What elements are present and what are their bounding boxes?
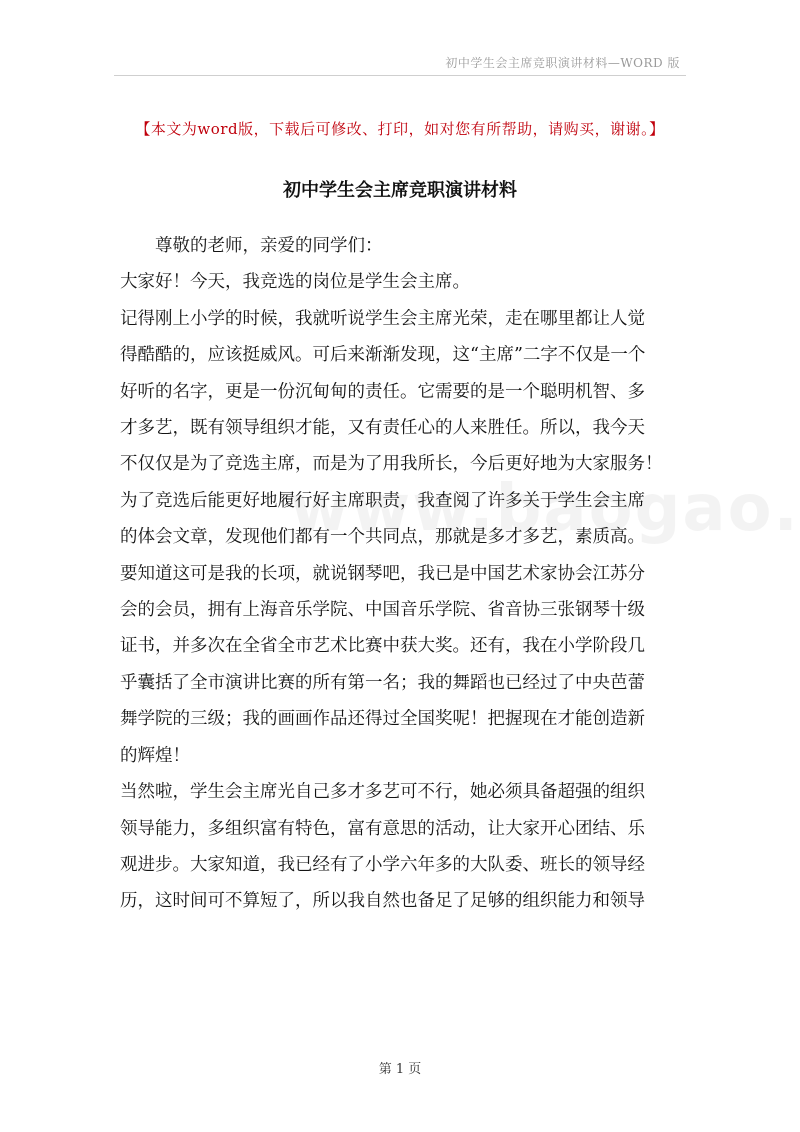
- page-number: 第 1 页: [378, 1062, 422, 1077]
- document-body: [120, 228, 686, 920]
- body-line: 好听的名字，更是一份沉甸甸的责任。它需要的是一个聪明机智、多: [120, 381, 645, 402]
- body-line: 为了竞选后能更好地履行好主席职责，我查阅了许多关于学生会主席: [120, 490, 645, 511]
- purchase-notice: 【本文为word版，下载后可修改、打印，如对您有所帮助，请购买，谢谢。】: [135, 120, 665, 138]
- body-line: 要知道这可是我的长项，就说钢琴吧，我已是中国艺术家协会江苏分: [120, 563, 645, 584]
- body-line: 才多艺，既有领导组织才能，又有责任心的人来胜任。所以，我今天: [120, 418, 645, 439]
- body-line: 记得刚上小学的时候，我就听说学生会主席光荣，走在哪里都让人觉: [120, 308, 645, 329]
- running-header-title: 初中学生会主席竞职演讲材料—WORD 版: [445, 56, 680, 70]
- body-line: 得酷酷的，应该挺威风。可后来渐渐发现，这“主席”二字不仅是一个: [120, 345, 646, 366]
- body-line: 乎囊括了全市演讲比赛的所有第一名；我的舞蹈也已经过了中央芭蕾: [120, 672, 645, 693]
- body-line: 大家好！今天，我竞选的岗位是学生会主席。: [120, 272, 470, 293]
- document-title: 初中学生会主席竞职演讲材料: [283, 180, 517, 201]
- body-line: 证书，并多次在全省全市艺术比赛中获大奖。还有，我在小学阶段几: [120, 636, 645, 657]
- body-line: 的辉煌！: [120, 745, 190, 766]
- body-line: 会的会员，拥有上海音乐学院、中国音乐学院、省音协三张钢琴十级: [120, 600, 645, 621]
- body-line: 领导能力，多组织富有特色，富有意思的活动，让大家开心团结、乐: [120, 818, 645, 839]
- body-line: 不仅仅是为了竞选主席，而是为了用我所长，今后更好地为大家服务！: [120, 454, 663, 475]
- body-line: 的体会文章，发现他们都有一个共同点，那就是多才多艺，素质高。: [120, 527, 645, 548]
- body-line: 观进步。大家知道，我已经有了小学六年多的大队委、班长的领导经: [120, 854, 645, 875]
- body-line: 舞学院的三级；我的画画作品还得过全国奖呢！把握现在才能创造新: [120, 709, 645, 730]
- body-line: 当然啦，学生会主席光自己多才多艺可不行，她必须具备超强的组织: [120, 782, 645, 803]
- salutation-line: 尊敬的老师，亲爱的同学们：: [155, 236, 383, 256]
- body-line: 历，这时间可不算短了，所以我自然也备足了足够的组织能力和领导: [120, 891, 645, 912]
- header-divider: [114, 75, 686, 76]
